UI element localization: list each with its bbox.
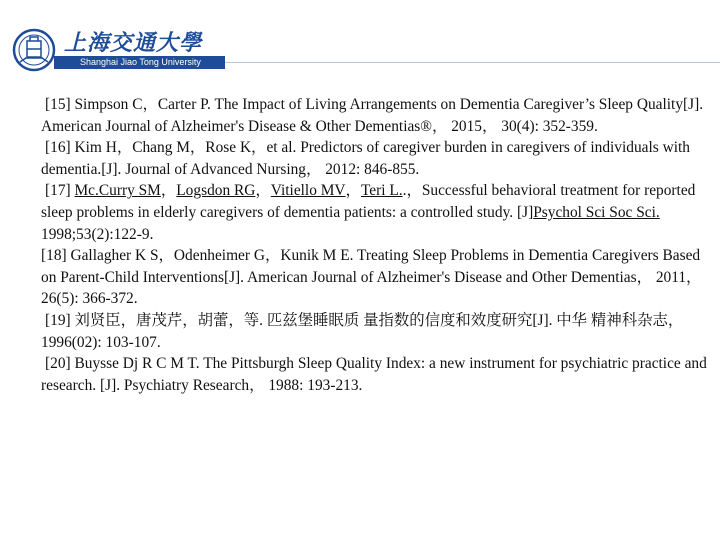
reference-19: [19] 刘贤臣，唐茂芹，胡蕾，等. 匹兹堡睡眠质 量指数的信度和效度研究[J]. 中华 精神科杂志， 1996(02): 103-107. [41,311,684,351]
author-link-logsdon[interactable]: Logsdon RG [176,182,256,200]
reference-16: [16] Kim H，Chang M，Rose K，et al. Predictors of caregiver burden in caregivers of individuals with dementia.[J]. Journal of Advanced Nursing， 2012: 846-855. [41,139,690,178]
reference-17-tail: 1998;53(2):122-9. [41,225,154,243]
university-name-en: Shanghai Jiao Tong University [80,57,201,67]
reference-17-sep-1: ， [160,182,177,200]
header [0,0,720,80]
reference-17-body: .，Successful behavioral treatment for reported sleep problems in elderly caregivers of dementia patients: a controlled study. [J] [41,182,696,221]
author-link-mccurry[interactable]: Mc.Curry SM [74,182,161,200]
reference-list [41,94,716,396]
author-link-teri[interactable]: Teri L. [360,182,403,200]
header-divider [225,62,720,63]
reference-20: [20] Buysse Dj R C M T. The Pittsburgh Sleep Quality Index: a new instrument for psychiatric practice and research. [J]. Psychiatry Research， 1988: 193-213. [41,355,707,394]
journal-link[interactable]: Psychol Sci Soc Sci. [533,203,660,221]
university-name-cn: 上海交通大學 [64,30,203,56]
reference-17-sep-3: ， [345,182,361,200]
reference-17-sep-2: ， [255,182,271,200]
reference-15: [15] Simpson C，Carter P. The Impact of Living Arrangements on Dementia Caregiver’s Sleep Quality[J]. American Journal of Alzheimer's Disease & Other Dementias®， 2015， 30(4): 352-359. [41,96,704,135]
reference-17 [41,180,716,245]
author-link-vitiello[interactable]: Vitiello MV [270,182,346,200]
reference-18: [18] Gallagher K S，Odenheimer G，Kunik M E. Treating Sleep Problems in Dementia Caregivers Based on Parent-Child Interventions[J]. American Journal of Alzheimer's Disease and Other Dementias， 2011， 26(5): 366-372. [41,247,702,308]
university-seal-icon [12,28,56,72]
reference-17-prefix: [17] [45,182,75,200]
